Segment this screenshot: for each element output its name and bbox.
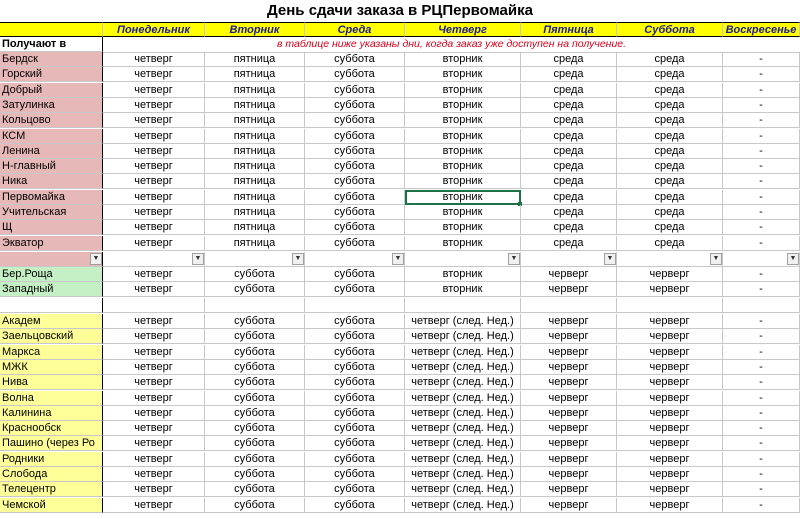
day-value-cell[interactable]: пятница xyxy=(205,83,305,98)
day-value-cell[interactable]: - xyxy=(723,190,800,205)
day-value-cell[interactable] xyxy=(205,298,305,313)
day-value-cell[interactable]: суббота xyxy=(305,375,405,390)
day-value-cell[interactable]: вторник xyxy=(405,236,521,251)
day-value-cell[interactable]: пятница xyxy=(205,220,305,235)
day-value-cell[interactable]: пятница xyxy=(205,67,305,82)
day-value-cell[interactable]: - xyxy=(723,436,800,451)
day-value-cell[interactable]: пятница xyxy=(205,205,305,220)
day-value-cell[interactable]: черверг xyxy=(521,391,617,406)
store-name-cell[interactable]: Западный xyxy=(0,282,103,297)
day-value-cell[interactable]: среда xyxy=(617,129,723,144)
day-value-cell[interactable]: суббота xyxy=(305,52,405,67)
day-value-cell[interactable]: четверг xyxy=(103,267,205,282)
day-value-cell[interactable]: черверг xyxy=(617,345,723,360)
day-value-cell[interactable]: вторник xyxy=(405,144,521,159)
day-value-cell[interactable]: четверг xyxy=(103,67,205,82)
day-value-cell[interactable]: четверг (след. Нед.) xyxy=(405,329,521,344)
day-value-cell[interactable]: суббота xyxy=(205,267,305,282)
day-value-cell[interactable]: среда xyxy=(521,129,617,144)
day-value-cell[interactable]: - xyxy=(723,52,800,67)
day-value-cell[interactable]: суббота xyxy=(205,345,305,360)
day-value-cell[interactable]: пятница xyxy=(205,52,305,67)
day-value-cell[interactable]: вторник xyxy=(405,52,521,67)
day-value-cell[interactable]: черверг xyxy=(521,467,617,482)
day-value-cell[interactable]: среда xyxy=(521,52,617,67)
day-value-cell[interactable]: суббота xyxy=(305,329,405,344)
table-row xyxy=(0,436,800,451)
day-value-cell[interactable]: суббота xyxy=(205,498,305,513)
day-value-cell[interactable]: вторник xyxy=(405,282,521,297)
day-value-cell[interactable]: черверг xyxy=(521,421,617,436)
table-row xyxy=(0,314,800,329)
day-value-cell[interactable]: среда xyxy=(617,236,723,251)
day-value-cell[interactable]: суббота xyxy=(305,205,405,220)
day-value-cell[interactable]: четверг xyxy=(103,159,205,174)
day-value-cell[interactable]: - xyxy=(723,452,800,467)
day-value-cell[interactable]: - xyxy=(723,144,800,159)
store-name-cell[interactable]: Добрый xyxy=(0,83,103,98)
day-value-cell[interactable] xyxy=(405,252,521,267)
day-value-cell[interactable]: суббота xyxy=(305,144,405,159)
day-value-cell[interactable]: вторник xyxy=(405,220,521,235)
day-value-cell[interactable]: суббота xyxy=(305,360,405,375)
store-name-cell[interactable]: Телецентр xyxy=(0,482,103,497)
day-value-cell[interactable]: суббота xyxy=(305,113,405,128)
day-value-cell[interactable]: четверг xyxy=(103,282,205,297)
day-value-cell[interactable]: среда xyxy=(521,159,617,174)
table-row xyxy=(0,421,800,436)
day-value-cell[interactable]: черверг xyxy=(521,498,617,513)
day-value-cell[interactable]: пятница xyxy=(205,174,305,189)
day-value-cell[interactable]: вторник xyxy=(405,267,521,282)
day-value-cell[interactable]: черверг xyxy=(617,452,723,467)
day-value-cell[interactable]: суббота xyxy=(305,83,405,98)
day-value-cell[interactable]: черверг xyxy=(521,314,617,329)
day-value-cell[interactable]: суббота xyxy=(205,282,305,297)
day-value-cell[interactable] xyxy=(305,252,405,267)
day-value-cell[interactable]: - xyxy=(723,282,800,297)
day-value-cell[interactable]: черверг xyxy=(617,482,723,497)
header-day-7[interactable]: Воскресенье xyxy=(723,22,800,37)
store-name-cell[interactable]: Волна xyxy=(0,391,103,406)
day-value-cell[interactable]: черверг xyxy=(521,482,617,497)
day-value-cell[interactable]: четверг xyxy=(103,436,205,451)
day-value-cell[interactable]: суббота xyxy=(305,220,405,235)
table-row xyxy=(0,345,800,360)
store-name-cell[interactable]: Академ xyxy=(0,314,103,329)
table-row xyxy=(0,406,800,421)
day-value-cell[interactable]: суббота xyxy=(305,267,405,282)
table-row xyxy=(0,482,800,497)
day-value-cell[interactable]: среда xyxy=(521,113,617,128)
day-value-cell[interactable]: суббота xyxy=(305,406,405,421)
header-day-1[interactable]: Понедельник xyxy=(103,22,205,37)
day-value-cell[interactable]: суббота xyxy=(205,452,305,467)
chevron-down-icon[interactable]: ▼ xyxy=(192,253,204,265)
day-value-cell[interactable] xyxy=(617,252,723,267)
day-value-cell[interactable]: четверг xyxy=(103,144,205,159)
day-value-cell[interactable]: четверг xyxy=(103,236,205,251)
day-value-cell[interactable]: среда xyxy=(521,174,617,189)
day-value-cell[interactable] xyxy=(521,298,617,313)
day-value-cell[interactable]: четверг xyxy=(103,174,205,189)
day-value-cell[interactable]: среда xyxy=(617,144,723,159)
store-name-cell[interactable]: Маркса xyxy=(0,345,103,360)
table-row xyxy=(0,282,800,297)
day-value-cell[interactable]: суббота xyxy=(305,498,405,513)
day-value-cell[interactable]: среда xyxy=(617,190,723,205)
header-row xyxy=(0,22,800,37)
day-value-cell[interactable]: суббота xyxy=(305,98,405,113)
store-name-cell[interactable]: Ленина xyxy=(0,144,103,159)
day-value-cell[interactable]: черверг xyxy=(521,406,617,421)
day-value-cell[interactable]: четверг (след. Нед.) xyxy=(405,436,521,451)
day-value-cell[interactable]: среда xyxy=(521,236,617,251)
store-name-cell[interactable]: Первомайка xyxy=(0,190,103,205)
day-value-cell[interactable]: пятница xyxy=(205,159,305,174)
store-name-cell[interactable]: КСМ xyxy=(0,129,103,144)
table-row xyxy=(0,129,800,144)
day-value-cell[interactable]: - xyxy=(723,236,800,251)
store-name-cell[interactable]: Затулинка xyxy=(0,98,103,113)
day-value-cell[interactable]: четверг xyxy=(103,220,205,235)
table-row xyxy=(0,360,800,375)
day-value-cell[interactable]: четверг xyxy=(103,406,205,421)
table-row xyxy=(0,52,800,67)
store-name-cell[interactable]: МЖК xyxy=(0,360,103,375)
day-value-cell[interactable]: - xyxy=(723,129,800,144)
day-value-cell[interactable]: суббота xyxy=(205,406,305,421)
day-value-cell[interactable]: четверг xyxy=(103,482,205,497)
day-value-cell[interactable]: пятница xyxy=(205,144,305,159)
day-value-cell[interactable]: четверг xyxy=(103,113,205,128)
day-value-cell[interactable]: пятница xyxy=(205,190,305,205)
day-value-cell[interactable]: пятница xyxy=(205,236,305,251)
day-value-cell[interactable]: четверг xyxy=(103,498,205,513)
day-value-cell[interactable]: суббота xyxy=(205,329,305,344)
chevron-down-icon[interactable]: ▼ xyxy=(710,253,722,265)
day-value-cell[interactable]: черверг xyxy=(617,329,723,344)
chevron-down-icon[interactable]: ▼ xyxy=(508,253,520,265)
table-row xyxy=(0,159,800,174)
day-value-cell[interactable]: четверг xyxy=(103,391,205,406)
day-value-cell[interactable]: четверг xyxy=(103,452,205,467)
day-value-cell[interactable] xyxy=(405,298,521,313)
day-value-cell[interactable]: суббота xyxy=(205,314,305,329)
day-value-cell[interactable]: четверг xyxy=(103,129,205,144)
selected-cell[interactable]: вторник xyxy=(405,190,521,205)
day-value-cell[interactable]: суббота xyxy=(305,345,405,360)
table-row xyxy=(0,83,800,98)
day-value-cell[interactable]: суббота xyxy=(305,159,405,174)
store-name-cell[interactable]: Бердск xyxy=(0,52,103,67)
day-value-cell[interactable]: четверг (след. Нед.) xyxy=(405,345,521,360)
table-row xyxy=(0,190,800,205)
day-value-cell[interactable]: четверг xyxy=(103,467,205,482)
day-value-cell[interactable]: - xyxy=(723,345,800,360)
day-value-cell[interactable]: черверг xyxy=(617,267,723,282)
day-value-cell[interactable]: среда xyxy=(521,83,617,98)
day-value-cell[interactable]: - xyxy=(723,314,800,329)
store-name-cell[interactable]: Чемской xyxy=(0,498,103,513)
table-row xyxy=(0,452,800,467)
store-name-cell[interactable]: Заельцовский xyxy=(0,329,103,344)
day-value-cell[interactable]: - xyxy=(723,467,800,482)
day-value-cell[interactable]: среда xyxy=(617,67,723,82)
day-value-cell[interactable]: черверг xyxy=(617,421,723,436)
day-value-cell[interactable]: черверг xyxy=(521,282,617,297)
day-value-cell[interactable]: четверг (след. Нед.) xyxy=(405,452,521,467)
day-value-cell[interactable]: суббота xyxy=(305,190,405,205)
day-value-cell[interactable]: четверг xyxy=(103,360,205,375)
day-value-cell[interactable]: черверг xyxy=(521,345,617,360)
day-value-cell[interactable]: среда xyxy=(617,113,723,128)
day-value-cell[interactable]: четверг (след. Нед.) xyxy=(405,498,521,513)
day-value-cell[interactable]: суббота xyxy=(305,314,405,329)
day-value-cell[interactable]: пятница xyxy=(205,129,305,144)
day-value-cell[interactable]: - xyxy=(723,267,800,282)
store-name-cell[interactable]: Нива xyxy=(0,375,103,390)
day-value-cell[interactable]: суббота xyxy=(205,421,305,436)
day-value-cell[interactable]: среда xyxy=(521,220,617,235)
day-value-cell[interactable]: пятница xyxy=(205,98,305,113)
day-value-cell[interactable]: черверг xyxy=(617,436,723,451)
day-value-cell[interactable]: черверг xyxy=(617,375,723,390)
day-value-cell[interactable]: - xyxy=(723,205,800,220)
day-value-cell[interactable]: вторник xyxy=(405,159,521,174)
day-value-cell[interactable]: - xyxy=(723,67,800,82)
day-value-cell[interactable]: - xyxy=(723,174,800,189)
day-value-cell[interactable]: среда xyxy=(617,52,723,67)
subheader-row xyxy=(0,37,800,52)
store-name-cell[interactable]: Слобода xyxy=(0,467,103,482)
day-value-cell[interactable]: вторник xyxy=(405,205,521,220)
day-value-cell[interactable]: среда xyxy=(521,190,617,205)
day-value-cell[interactable]: суббота xyxy=(305,482,405,497)
store-name-cell[interactable]: Щ xyxy=(0,220,103,235)
table-row xyxy=(0,220,800,235)
day-value-cell[interactable]: четверг (след. Нед.) xyxy=(405,406,521,421)
day-value-cell[interactable]: - xyxy=(723,83,800,98)
day-value-cell[interactable]: четверг xyxy=(103,205,205,220)
day-value-cell[interactable]: - xyxy=(723,482,800,497)
availability-note: в таблице ниже указаны дни, когда заказ уже доступен на получение. xyxy=(103,37,800,53)
day-value-cell[interactable]: - xyxy=(723,391,800,406)
day-value-cell[interactable]: вторник xyxy=(405,174,521,189)
day-value-cell[interactable]: среда xyxy=(617,159,723,174)
day-value-cell[interactable]: - xyxy=(723,329,800,344)
store-name-cell[interactable]: Экватор xyxy=(0,236,103,251)
store-name-cell[interactable]: Учительская xyxy=(0,205,103,220)
day-value-cell[interactable]: пятница xyxy=(205,113,305,128)
table-row xyxy=(0,98,800,113)
store-name-cell[interactable]: Горский xyxy=(0,67,103,82)
day-value-cell[interactable]: суббота xyxy=(305,174,405,189)
day-value-cell[interactable]: среда xyxy=(521,98,617,113)
table-row xyxy=(0,67,800,82)
store-name-cell[interactable] xyxy=(0,252,103,267)
day-value-cell[interactable]: четверг (след. Нед.) xyxy=(405,421,521,436)
day-value-cell[interactable]: среда xyxy=(521,205,617,220)
table-row xyxy=(0,329,800,344)
header-day-6[interactable]: Суббота xyxy=(617,22,723,37)
day-value-cell[interactable]: - xyxy=(723,498,800,513)
day-value-cell[interactable]: четверг (след. Нед.) xyxy=(405,314,521,329)
day-value-cell[interactable] xyxy=(617,298,723,313)
day-value-cell[interactable]: суббота xyxy=(205,391,305,406)
table-row xyxy=(0,391,800,406)
receive-label[interactable]: Получают в xyxy=(0,37,103,52)
day-value-cell[interactable]: среда xyxy=(617,98,723,113)
store-name-cell[interactable]: Кольцово xyxy=(0,113,103,128)
chevron-down-icon[interactable]: ▼ xyxy=(392,253,404,265)
day-value-cell[interactable]: черверг xyxy=(521,267,617,282)
store-name-cell[interactable]: Калинина xyxy=(0,406,103,421)
header-day-3[interactable]: Среда xyxy=(305,22,405,37)
day-value-cell[interactable] xyxy=(103,252,205,267)
day-value-cell[interactable]: суббота xyxy=(305,436,405,451)
day-value-cell[interactable]: черверг xyxy=(617,391,723,406)
chevron-down-icon[interactable]: ▼ xyxy=(787,253,799,265)
header-day-2[interactable]: Вторник xyxy=(205,22,305,37)
day-value-cell[interactable]: четверг xyxy=(103,314,205,329)
day-value-cell[interactable]: черверг xyxy=(521,375,617,390)
day-value-cell[interactable]: четверг xyxy=(103,345,205,360)
chevron-down-icon[interactable]: ▼ xyxy=(292,253,304,265)
day-value-cell[interactable]: среда xyxy=(521,144,617,159)
sheet-title: День сдачи заказа в РЦПервомайка xyxy=(267,2,533,19)
day-value-cell[interactable]: четверг (след. Нед.) xyxy=(405,482,521,497)
day-value-cell[interactable]: - xyxy=(723,421,800,436)
day-value-cell[interactable]: - xyxy=(723,360,800,375)
day-value-cell[interactable]: суббота xyxy=(305,282,405,297)
day-value-cell[interactable]: черверг xyxy=(521,329,617,344)
day-value-cell[interactable]: - xyxy=(723,220,800,235)
day-value-cell[interactable]: черверг xyxy=(617,282,723,297)
day-value-cell[interactable]: вторник xyxy=(405,129,521,144)
day-value-cell[interactable]: - xyxy=(723,375,800,390)
day-value-cell[interactable]: суббота xyxy=(205,375,305,390)
day-value-cell[interactable]: четверг (след. Нед.) xyxy=(405,360,521,375)
day-value-cell[interactable]: суббота xyxy=(305,421,405,436)
table-row xyxy=(0,267,800,282)
day-value-cell[interactable] xyxy=(205,252,305,267)
day-value-cell[interactable]: четверг xyxy=(103,190,205,205)
day-value-cell[interactable]: вторник xyxy=(405,67,521,82)
day-value-cell[interactable]: - xyxy=(723,159,800,174)
day-value-cell[interactable]: среда xyxy=(521,67,617,82)
sort-filter-icon[interactable]: ▼ xyxy=(90,253,102,265)
day-value-cell[interactable]: суббота xyxy=(205,467,305,482)
header-day-5[interactable]: Пятница xyxy=(521,22,617,37)
chevron-down-icon[interactable]: ▼ xyxy=(604,253,616,265)
table-row xyxy=(0,467,800,482)
store-name-cell[interactable]: Краснообск xyxy=(0,421,103,436)
header-corner[interactable] xyxy=(0,22,103,37)
day-value-cell[interactable] xyxy=(723,298,800,313)
table-row xyxy=(0,205,800,220)
day-value-cell[interactable]: среда xyxy=(617,220,723,235)
day-value-cell[interactable]: - xyxy=(723,113,800,128)
day-value-cell[interactable]: вторник xyxy=(405,113,521,128)
table-row xyxy=(0,236,800,251)
day-value-cell[interactable] xyxy=(305,298,405,313)
blank-row xyxy=(0,252,800,267)
day-value-cell[interactable]: суббота xyxy=(305,391,405,406)
day-value-cell[interactable]: вторник xyxy=(405,83,521,98)
day-value-cell[interactable]: четверг xyxy=(103,421,205,436)
table-row xyxy=(0,375,800,390)
table-row xyxy=(0,498,800,513)
table-row xyxy=(0,144,800,159)
blank-row xyxy=(0,298,800,313)
day-value-cell[interactable]: черверг xyxy=(521,452,617,467)
day-value-cell[interactable]: - xyxy=(723,406,800,421)
day-value-cell[interactable]: черверг xyxy=(617,498,723,513)
table-row xyxy=(0,113,800,128)
store-name-cell[interactable]: Бер.Роща xyxy=(0,267,103,282)
table-row xyxy=(0,174,800,189)
day-value-cell[interactable]: среда xyxy=(617,174,723,189)
day-value-cell[interactable]: черверг xyxy=(617,467,723,482)
day-value-cell[interactable]: суббота xyxy=(305,467,405,482)
day-value-cell[interactable]: суббота xyxy=(305,67,405,82)
day-value-cell[interactable]: черверг xyxy=(521,360,617,375)
day-value-cell[interactable]: четверг xyxy=(103,375,205,390)
day-value-cell[interactable]: суббота xyxy=(205,360,305,375)
day-value-cell[interactable]: четверг xyxy=(103,83,205,98)
day-value-cell[interactable]: четверг (след. Нед.) xyxy=(405,467,521,482)
day-value-cell[interactable]: черверг xyxy=(617,406,723,421)
store-name-cell[interactable]: Н-главный xyxy=(0,159,103,174)
header-day-4[interactable]: Четверг xyxy=(405,22,521,37)
day-value-cell[interactable]: суббота xyxy=(305,129,405,144)
day-value-cell[interactable]: вторник xyxy=(405,98,521,113)
day-value-cell[interactable]: среда xyxy=(617,205,723,220)
day-value-cell[interactable]: черверг xyxy=(617,360,723,375)
day-value-cell[interactable]: черверг xyxy=(617,314,723,329)
day-value-cell[interactable]: четверг (след. Нед.) xyxy=(405,391,521,406)
day-value-cell[interactable]: четверг xyxy=(103,98,205,113)
day-value-cell[interactable]: четверг xyxy=(103,52,205,67)
day-value-cell[interactable]: суббота xyxy=(205,436,305,451)
day-value-cell[interactable]: суббота xyxy=(205,482,305,497)
store-name-cell[interactable]: Ника xyxy=(0,174,103,189)
day-value-cell[interactable]: суббота xyxy=(305,452,405,467)
day-value-cell[interactable]: суббота xyxy=(305,236,405,251)
store-name-cell[interactable]: Родники xyxy=(0,452,103,467)
day-value-cell[interactable]: четверг xyxy=(103,329,205,344)
day-value-cell[interactable] xyxy=(103,298,205,313)
day-value-cell[interactable]: черверг xyxy=(521,436,617,451)
day-value-cell[interactable] xyxy=(521,252,617,267)
store-name-cell[interactable]: Пашино (через Ро xyxy=(0,436,103,451)
day-value-cell[interactable]: четверг (след. Нед.) xyxy=(405,375,521,390)
day-value-cell[interactable]: - xyxy=(723,98,800,113)
store-name-cell[interactable] xyxy=(0,298,103,313)
day-value-cell[interactable]: среда xyxy=(617,83,723,98)
